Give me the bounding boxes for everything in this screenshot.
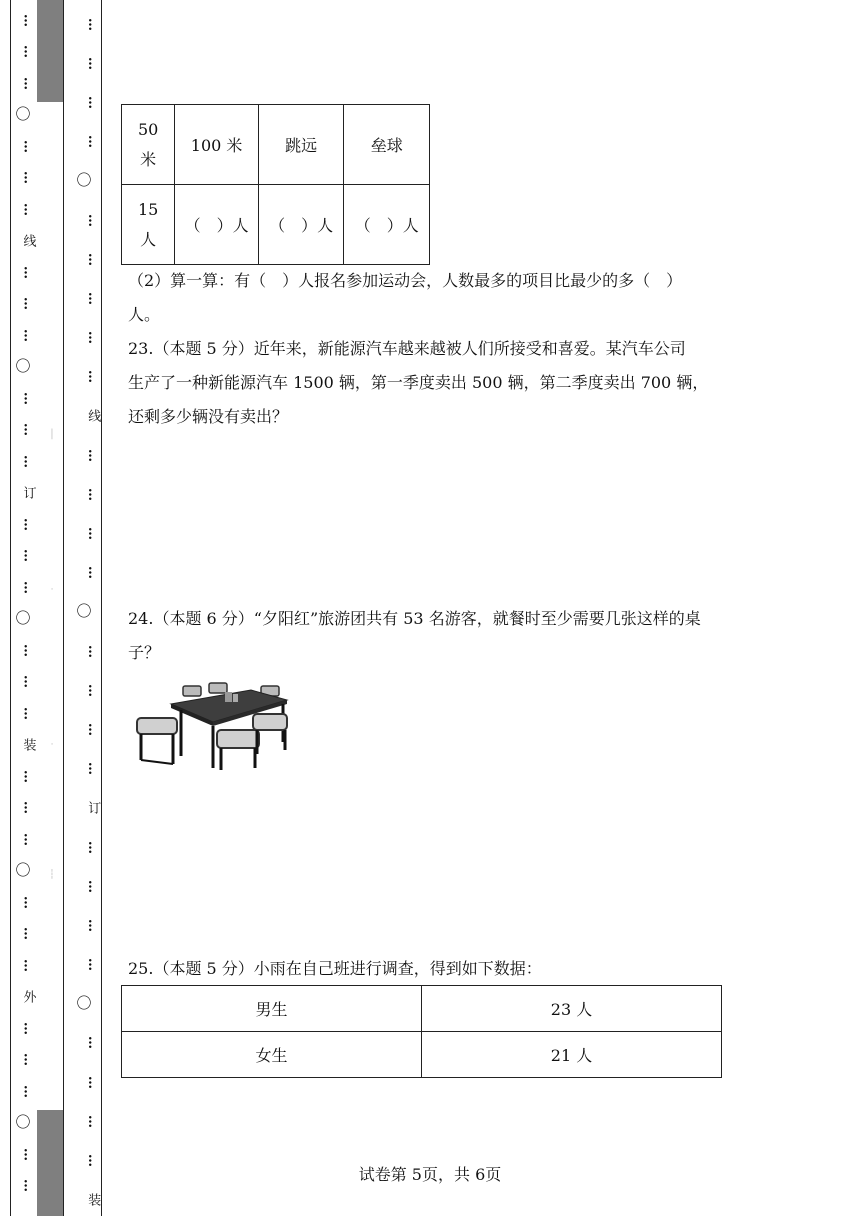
binding-outer-column bbox=[12, 4, 34, 1201]
q24-line2: 子？ bbox=[128, 643, 161, 662]
cell-text: 男生 bbox=[255, 1000, 288, 1019]
binding-char: 线 bbox=[85, 408, 101, 422]
binding-char: 外 bbox=[20, 989, 36, 1003]
binding-dots: … bbox=[85, 722, 101, 735]
q23-line3: 还剩多少辆没有卖出？ bbox=[128, 407, 289, 426]
binding-dots: … bbox=[85, 644, 101, 657]
survey-cell-girls-count bbox=[421, 1032, 721, 1078]
cell-text: 跳远 bbox=[285, 136, 318, 155]
cell-text: （ ）人 bbox=[184, 216, 249, 235]
binding-dots: … bbox=[85, 331, 101, 344]
sports-cell-long-jump bbox=[258, 105, 344, 185]
binding-dots: … bbox=[20, 297, 36, 310]
binding-dots: … bbox=[20, 801, 36, 814]
binding-dots: … bbox=[20, 580, 36, 593]
dining-table-icon bbox=[133, 678, 301, 770]
binding-dots: … bbox=[85, 370, 101, 383]
binding-dots: … bbox=[85, 1154, 101, 1167]
binding-circle-mark: 〇 bbox=[76, 993, 92, 1012]
binding-dots: … bbox=[20, 769, 36, 782]
binding-dots: … bbox=[20, 391, 36, 404]
binding-circle-mark: 〇 bbox=[15, 1112, 31, 1131]
binding-faint-mark: · bbox=[50, 740, 54, 750]
binding-char: 订 bbox=[20, 485, 36, 499]
binding-dots: … bbox=[85, 1075, 101, 1088]
binding-separator-line bbox=[63, 0, 64, 1216]
binding-inner-column bbox=[73, 4, 101, 1219]
binding-dots: … bbox=[20, 328, 36, 341]
binding-dots: … bbox=[85, 213, 101, 226]
survey-cell-girls-label bbox=[122, 1032, 422, 1078]
binding-dots: … bbox=[20, 958, 36, 971]
binding-dots: … bbox=[20, 832, 36, 845]
binding-dots: … bbox=[85, 958, 101, 971]
binding-circle-mark: 〇 bbox=[15, 356, 31, 375]
binding-dots: … bbox=[20, 706, 36, 719]
binding-dots: … bbox=[85, 291, 101, 304]
cell-text: 21 人 bbox=[550, 1046, 593, 1065]
binding-dots: … bbox=[20, 643, 36, 656]
binding-dots: … bbox=[85, 918, 101, 931]
binding-dots: … bbox=[85, 1114, 101, 1127]
binding-dots: … bbox=[85, 56, 101, 69]
sports-count-50m bbox=[122, 185, 175, 265]
binding-dots: … bbox=[85, 448, 101, 461]
binding-dots: … bbox=[20, 1084, 36, 1097]
binding-char: 线 bbox=[20, 233, 36, 247]
q22-part2-line2: 人。 bbox=[128, 305, 161, 324]
binding-char: 装 bbox=[20, 737, 36, 751]
binding-faint-mark: ┆ bbox=[49, 870, 55, 880]
binding-circle-mark: 〇 bbox=[15, 104, 31, 123]
sports-count-softball bbox=[344, 185, 430, 265]
binding-dots: … bbox=[85, 252, 101, 265]
q22-part2-line1: （2）算一算：有（ ）人报名参加运动会，人数最多的项目比最少的多（ ） bbox=[128, 271, 683, 290]
binding-dots: … bbox=[85, 17, 101, 30]
binding-char: 装 bbox=[85, 1192, 101, 1206]
q23-line2: 生产了一种新能源汽车 1500 辆，第一季度卖出 500 辆，第二季度卖出 700 辆， bbox=[128, 373, 709, 392]
binding-dots: … bbox=[85, 527, 101, 540]
cell-text: 100 米 bbox=[190, 136, 243, 155]
page-footer: 试卷第 5页，共 6页 bbox=[358, 1165, 502, 1184]
q25-line1: 25.（本题 5 分）小雨在自己班进行调查，得到如下数据： bbox=[128, 959, 542, 978]
binding-dots: … bbox=[20, 549, 36, 562]
binding-dots: … bbox=[20, 454, 36, 467]
q24-line1: 24.（本题 6 分）“夕阳红”旅游团共有 53 名游客，就餐时至少需要几张这样的桌 bbox=[128, 609, 701, 628]
cell-text: 50 米 bbox=[137, 119, 159, 169]
binding-dots: … bbox=[85, 95, 101, 108]
binding-dots: … bbox=[20, 202, 36, 215]
binding-dots: … bbox=[20, 1179, 36, 1192]
binding-dots: … bbox=[85, 487, 101, 500]
binding-dots: … bbox=[20, 1021, 36, 1034]
binding-dots: … bbox=[85, 566, 101, 579]
binding-circle-mark: 〇 bbox=[15, 608, 31, 627]
survey-cell-boys-count bbox=[421, 986, 721, 1032]
binding-dots: … bbox=[85, 135, 101, 148]
binding-dots: … bbox=[20, 927, 36, 940]
binding-outer-line bbox=[10, 0, 11, 1216]
binding-dots: … bbox=[20, 1053, 36, 1066]
cell-text: （ ）人 bbox=[354, 216, 419, 235]
binding-dots: … bbox=[20, 265, 36, 278]
cell-text: 15 人 bbox=[137, 199, 159, 249]
sports-table bbox=[121, 104, 430, 265]
binding-dots: … bbox=[20, 45, 36, 58]
binding-dots: … bbox=[20, 895, 36, 908]
q23-line1: 23.（本题 5 分）近年来，新能源汽车越来越被人们所接受和喜爱。某汽车公司 bbox=[128, 339, 686, 358]
binding-dots: … bbox=[85, 1036, 101, 1049]
sports-cell-softball bbox=[344, 105, 430, 185]
sports-count-100m bbox=[175, 185, 259, 265]
survey-table bbox=[121, 985, 722, 1078]
binding-faint-mark: · bbox=[50, 585, 54, 595]
binding-circle-mark: 〇 bbox=[76, 601, 92, 620]
binding-dots: … bbox=[85, 762, 101, 775]
binding-char: 订 bbox=[85, 800, 101, 814]
cell-text: 23 人 bbox=[550, 1000, 593, 1019]
binding-dots: … bbox=[20, 13, 36, 26]
survey-cell-boys-label bbox=[122, 986, 422, 1032]
sports-cell-100m bbox=[175, 105, 259, 185]
binding-circle-mark: 〇 bbox=[15, 860, 31, 879]
sports-count-long-jump bbox=[258, 185, 344, 265]
binding-dots: … bbox=[20, 1147, 36, 1160]
binding-dots: … bbox=[85, 879, 101, 892]
binding-dots: … bbox=[85, 840, 101, 853]
sports-cell-50m bbox=[122, 105, 175, 185]
cell-text: 女生 bbox=[255, 1046, 288, 1065]
binding-circle-mark: 〇 bbox=[76, 170, 92, 189]
binding-dots: … bbox=[85, 683, 101, 696]
binding-dots: … bbox=[20, 517, 36, 530]
binding-dots: … bbox=[20, 76, 36, 89]
cell-text: 垒球 bbox=[370, 136, 403, 155]
binding-faint-mark: │ bbox=[49, 430, 55, 440]
binding-dots: … bbox=[20, 675, 36, 688]
binding-dots: … bbox=[20, 139, 36, 152]
binding-dots: … bbox=[20, 423, 36, 436]
binding-dots: … bbox=[20, 171, 36, 184]
cell-text: （ ）人 bbox=[269, 216, 334, 235]
